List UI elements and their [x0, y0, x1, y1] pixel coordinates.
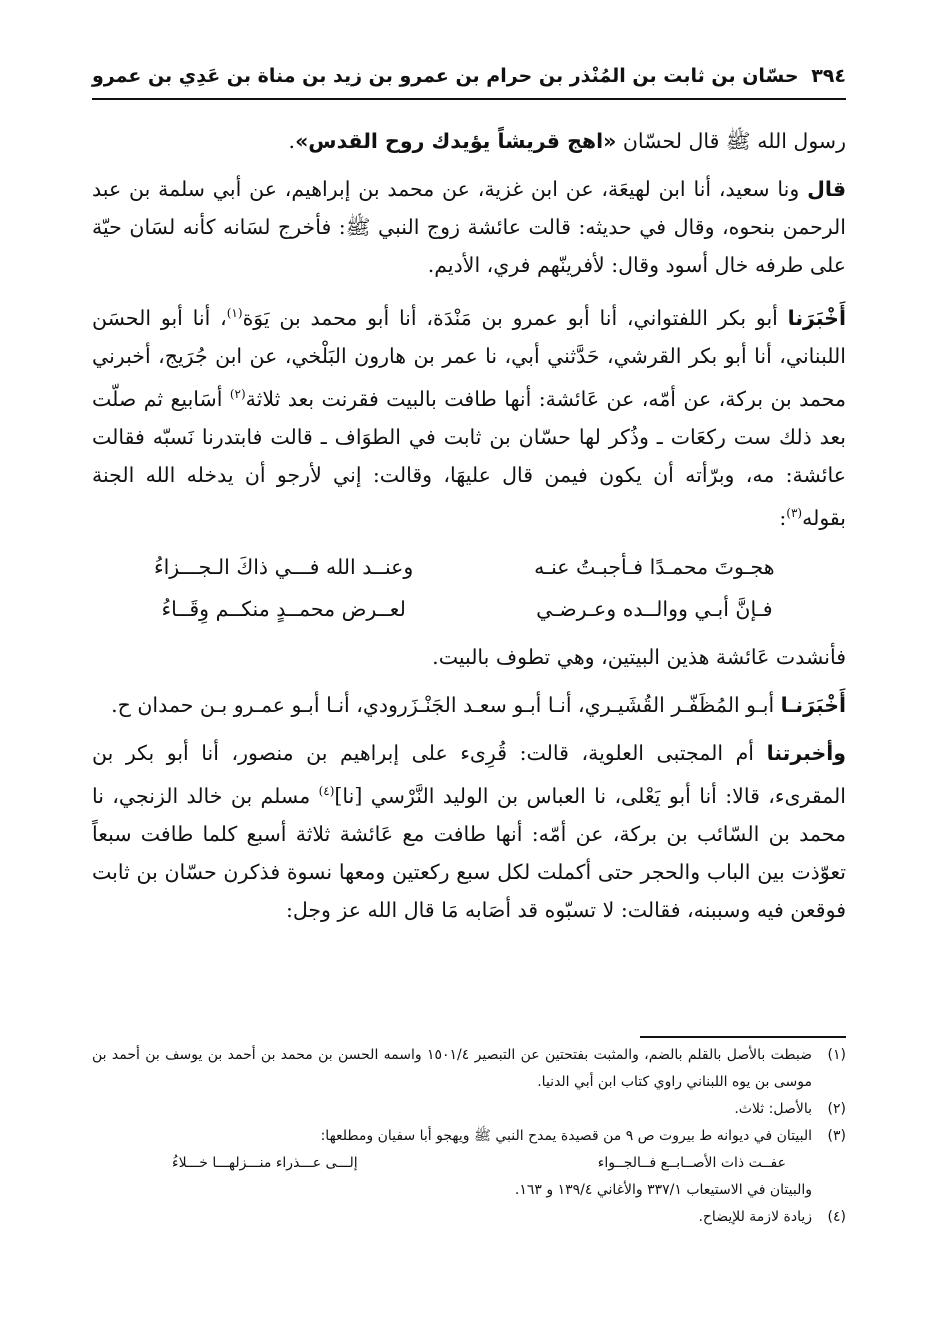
paragraph-3	[92, 294, 846, 536]
paragraph-text: ونا سعيد، أنا ابن لهيعَة، عن ابن غزية، عن محمد بن إبراهيم، عن أبي سلمة بن عبد الرحمن بنحوه، وقال في حديثه: قالت عائشة زوج النبي ﷺ: فأخرج لسَانه كأنه لسَان حيّة على طرفه خال أسود وقال: لأفرينّهم فري، الأديم.	[92, 177, 846, 277]
paragraph-text: أم المجتبى العلوية، قالت: قُرِىء على إبراهيم بن منصور، أنا أبو بكر بن المقرىء، قالا: أنا أبو يَعْلى، نا العباس بن الوليد النَّرْسي [نا]	[92, 741, 846, 809]
footnotes	[92, 1042, 846, 1231]
footnote	[92, 1096, 846, 1123]
hemistich-first: عفــت ذات الأصــابــع فــالجــواء	[597, 1155, 786, 1171]
lead-word: قال	[807, 177, 846, 201]
paragraph-text: أبـو المُظَفّـر القُشَيـري، أنـا أبـو سعـد الجَنْـزَرودي، أنـا أبـو عمـرو بـن حمدان ح.	[111, 693, 781, 718]
footnote-number: (١)	[827, 1047, 846, 1063]
footnote-ref: (٣)	[786, 505, 803, 520]
footnote-poem-verse	[172, 1150, 786, 1177]
footnote	[92, 1123, 846, 1150]
footnote-number: (٢)	[827, 1101, 846, 1117]
paragraph-text: رسول الله ﷺ قال لحسّان	[616, 129, 846, 153]
main-text	[92, 122, 846, 939]
running-title: حسّان بن ثابت بن المُنْذر بن حرام بن عمرو بن زيد بن مناة بن عَدِي بن عمرو	[92, 65, 799, 87]
poem-verse	[132, 546, 806, 588]
footnote-ref: (١)	[226, 306, 243, 320]
header-divider	[92, 98, 846, 100]
lead-word: أَخْبَرَنا	[787, 305, 846, 330]
footnote	[92, 1042, 846, 1096]
quoted-hadith: «اهج قريشاً يؤيدك روح القدس»	[295, 129, 617, 153]
hemistich-second: لعــرض محمــدٍ منكــم وِقَــاءُ	[161, 597, 406, 622]
after-poem: فأنشدت عَائشة هذين البيتين، وهي تطوف بالبيت.	[432, 645, 846, 670]
footnote	[92, 1204, 846, 1231]
paragraph-2	[92, 170, 846, 284]
footnote-text: ضبطت بالأصل بالقلم بالضم، والمثبت بفتحتين عن التبصير ١٥٠١/٤ واسمه الحسن بن محمد بن أحمد بن يوسف بن أحمد بن موسى بن يوه اللبناني راوي كتاب ابن أبي الدنيا.	[92, 1047, 812, 1090]
hemistich-second: إلـــى عـــذراء منـــزلهـــا خـــلاءُ	[172, 1155, 358, 1171]
page-header	[92, 56, 846, 96]
hemistich-first: هجـوتَ محمـدًا فـأجبـتُ عنـه	[534, 555, 775, 580]
paragraph-5	[92, 734, 846, 929]
footnote-text: بالأصل: ثلاث.	[734, 1101, 812, 1117]
paragraph-tail: .	[288, 129, 296, 153]
paragraph-text: :	[779, 505, 787, 530]
footnote-ref: (٤)	[318, 784, 335, 799]
paragraph-text: ، أنا أبو الحسَن اللبناني، أنا أبو بكر القرشي، حَدَّثني أبي، نا عمر بن هارون البَلْخي، عن ابن جُرَيج، أخبرني محمد بن بركة، عن أمّه، عن عَائشة: أنها طافت بالبيت فقرنت بعد ثلاثة	[92, 305, 846, 411]
paragraph-text: أسَابيع ثم صلّت بعد ذلك ست ركعَات ـ وذُكر لها حسّان بن ثابت في الطوَاف ـ قالت فابتدرنا نَسبّه فقالت عائشة: مه، وبرّأته أن يكون فيمن قال عليهَا، وقالت: إني لأرجو أن يدخله الله الجنة بقوله	[92, 386, 846, 530]
lead-word: أَخْبَرَنـا	[780, 693, 846, 718]
paragraph-4	[92, 686, 846, 724]
lead-word: وأخبرتنا	[766, 741, 846, 766]
footnote-number: (٤)	[827, 1209, 846, 1225]
footnote-divider	[640, 1036, 846, 1038]
page-number: ٣٩٤	[811, 65, 846, 87]
footnote-continuation: والبيتان في الاستيعاب ٣٣٧/١ والأغاني ١٣٩/٤ و ١٦٣.	[514, 1182, 812, 1198]
poem	[132, 546, 806, 630]
hemistich-second: وعنــد الله فـــي ذاكَ الـجـــزاءُ	[153, 555, 414, 580]
hemistich-first: فـإنَّ أبـي ووالــده وعـرضـي	[536, 597, 773, 622]
footnote-text: البيتان في ديوانه ط بيروت ص ٩ من قصيدة يمدح النبي ﷺ ويهجو أبا سفيان ومطلعها:	[320, 1128, 812, 1144]
poem-verse	[132, 588, 806, 630]
footnote-number: (٣)	[827, 1128, 846, 1144]
paragraph-text: أبو بكر اللفتواني، أنا أبو عمرو بن مَنْدَة، أنا أبو محمد بن يَوَة	[242, 305, 788, 330]
footnote-text: زيادة لازمة للإيضاح.	[698, 1209, 812, 1225]
paragraph-1	[92, 122, 846, 160]
paragraph-text: مسلم بن خالد الزنجي، نا محمد بن السّائب بن بركة، عن أمّه: أنها طافت مع عَائشة ثلاثة أسبع كلما طافت سبعاً تعوّذت بين الباب والحجر حتى أكملت لكل سبع ركعتين ومعها نسوة فذكرن حسّان بن ثابت فوقعن فيه وسببنه، فقالت: لا تسبّوه قد أصَابه مَا قال الله عز وجل:	[92, 784, 846, 923]
footnote-ref: (٢)	[229, 386, 246, 401]
